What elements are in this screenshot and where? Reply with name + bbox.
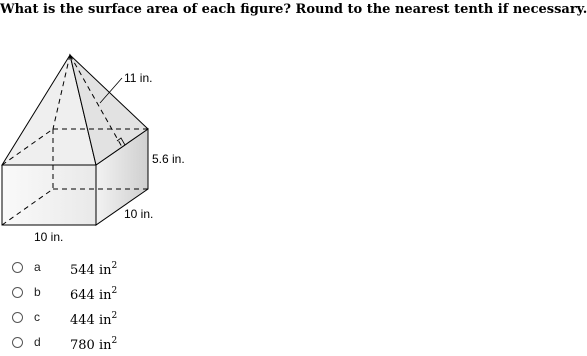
question-text: What is the surface area of each figure? Round to the nearest tenth if necessary.: [0, 2, 587, 17]
prism-height-label: 5.6 in.: [152, 152, 185, 166]
slant-height-label: 11 in.: [124, 71, 153, 85]
radio-button[interactable]: [12, 312, 23, 323]
choice-c[interactable]: [0, 309, 200, 331]
choice-a[interactable]: [0, 259, 200, 281]
choice-letter: d: [34, 335, 41, 349]
prism-front-face: [2, 165, 96, 225]
prism-width-label: 10 in.: [34, 230, 64, 244]
choice-value: 780 $in^2$: [70, 336, 118, 353]
choice-letter: a: [34, 260, 41, 274]
choice-letter: c: [34, 310, 40, 324]
choice-value: 644 $in^2$: [70, 286, 118, 303]
choice-b[interactable]: [0, 284, 200, 306]
radio-button[interactable]: [12, 262, 23, 273]
radio-button[interactable]: [12, 287, 23, 298]
composite-figure: [0, 40, 200, 250]
choice-letter: b: [34, 285, 41, 299]
radio-button[interactable]: [12, 337, 23, 348]
choice-value: 544 $in^2$: [70, 261, 118, 278]
prism-depth-label: 10 in.: [124, 207, 154, 221]
choice-d[interactable]: [0, 334, 200, 356]
choice-value: 444 $in^2$: [70, 311, 118, 328]
